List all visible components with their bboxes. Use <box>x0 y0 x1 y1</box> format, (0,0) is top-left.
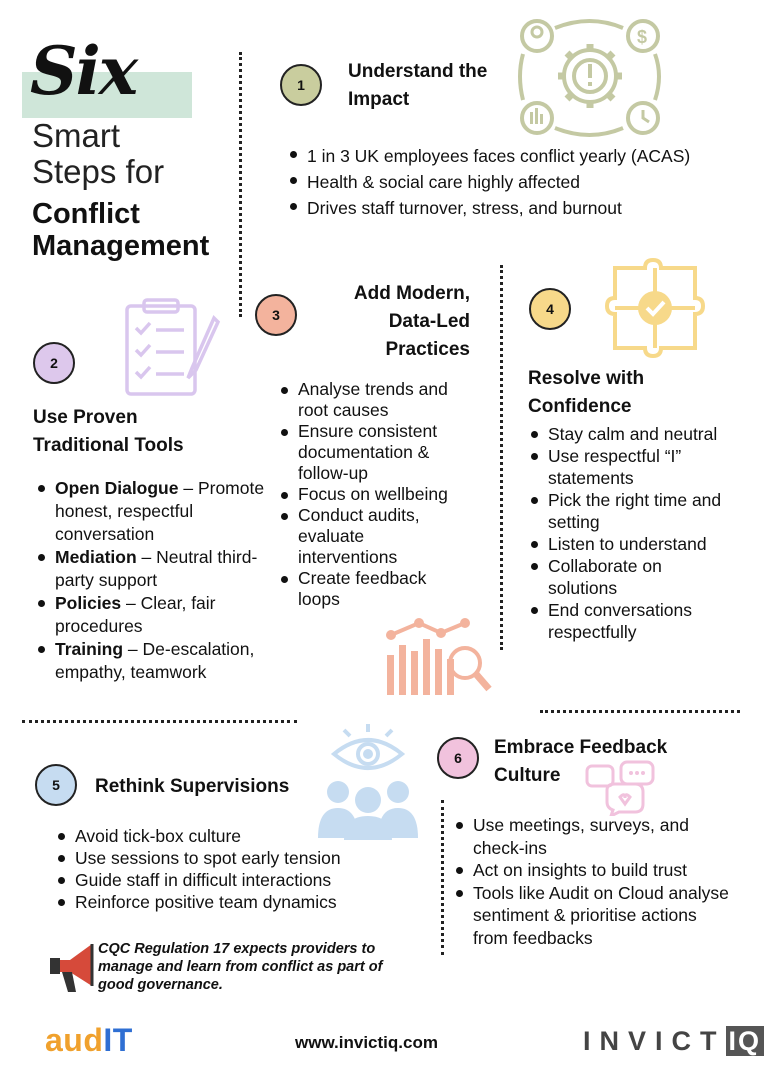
step-2-number: 2 <box>50 355 58 371</box>
list-item: Act on insights to build trust <box>453 859 733 882</box>
title-six: Six <box>30 32 137 110</box>
megaphone-icon <box>48 940 98 996</box>
brand-audit-part-b: IT <box>103 1022 133 1058</box>
step-6-number: 6 <box>454 750 462 766</box>
step-2-heading-line2: Traditional Tools <box>33 435 184 456</box>
step-1-badge <box>280 64 322 106</box>
list-item: Listen to understand <box>528 533 728 555</box>
step-4-list <box>528 423 728 643</box>
list-item: Drives staff turnover, stress, and burnout <box>287 195 697 221</box>
title-line-smart: Smart <box>32 117 121 154</box>
list-item-text: – Promote honest, respectful conversation <box>55 478 265 544</box>
list-item: Analyse trends and root causes <box>278 379 468 421</box>
step-3-list <box>278 379 468 610</box>
clipboard-checklist-icon <box>122 298 222 398</box>
step-3-badge <box>255 294 297 336</box>
step-3-heading <box>300 280 470 364</box>
step-1-number: 1 <box>297 77 305 93</box>
brand-audit-logo <box>45 1022 133 1059</box>
list-item: Use meetings, surveys, and check-ins <box>453 814 733 859</box>
list-item: Health & social care highly affected <box>287 169 697 195</box>
svg-text:$: $ <box>637 27 648 47</box>
separator-horizontal-right <box>540 710 740 713</box>
gear-cycle-icon <box>515 14 665 139</box>
step-6-badge <box>437 737 479 779</box>
step-5-number: 5 <box>52 777 60 793</box>
list-item: Tools like Audit on Cloud analyse sentiment & prioritise actions from feedbacks <box>453 882 733 950</box>
step-3-heading-line1: Add Modern, <box>353 283 470 304</box>
step-6-list <box>453 814 733 949</box>
puzzle-check-icon <box>605 258 707 360</box>
step-2-list <box>35 477 267 684</box>
step-5-heading: Rethink Supervisions <box>95 776 290 797</box>
title-line-conflict: Conflict <box>32 198 140 230</box>
list-item: Create feedback loops <box>278 568 468 610</box>
step-6-heading-line1: Embrace Feedback <box>494 737 668 758</box>
step-6-heading-line2: Culture <box>494 765 561 786</box>
step-1-heading-line1: Understand the <box>348 61 488 82</box>
list-item <box>35 638 267 684</box>
bar-chart-magnifier-icon <box>383 615 495 697</box>
separator-horizontal-left <box>22 720 297 723</box>
list-item: 1 in 3 UK employees faces conflict yearly (ACAS) <box>287 143 697 169</box>
step-2-heading <box>33 404 184 460</box>
list-item: End conversations respectfully <box>528 599 728 643</box>
list-item-term: Open Dialogue <box>55 478 179 498</box>
separator-vertical-top <box>239 52 242 317</box>
list-item-term: Mediation <box>55 547 137 567</box>
step-4-heading-line2: Confidence <box>528 396 632 417</box>
separator-vertical-right <box>500 265 503 650</box>
brand-invictiq-part-a: INVICT <box>583 1026 726 1056</box>
list-item-term: Training <box>55 639 124 659</box>
title-main <box>32 198 209 262</box>
list-item <box>35 546 267 592</box>
step-3-heading-line2: Data-Led <box>388 311 470 332</box>
list-item: Conduct audits, evaluate interventions <box>278 505 468 568</box>
list-item: Use sessions to spot early tension <box>55 847 415 869</box>
regulation-note: CQC Regulation 17 expects providers to manage and learn from conflict as part of good governance. <box>98 941 383 993</box>
website-url: www.invictiq.com <box>295 1033 438 1052</box>
step-3-heading-line3: Practices <box>385 339 470 360</box>
step-2-heading-line1: Use Proven <box>33 407 138 428</box>
list-item-text: – Clear, fair procedures <box>55 593 216 636</box>
title-line-steps-for: Steps for <box>32 153 165 190</box>
list-item-term: Policies <box>55 593 122 613</box>
list-item: Ensure consistent documentation & follow-up <box>278 421 468 484</box>
brand-audit-part-a: aud <box>45 1022 104 1058</box>
separator-vertical-bottom <box>441 800 444 955</box>
step-4-badge <box>529 288 571 330</box>
list-item: Collaborate on solutions <box>528 555 728 599</box>
eye-team-icon <box>312 722 424 840</box>
chat-bubbles-icon <box>585 760 657 816</box>
title-line-management: Management <box>32 230 210 262</box>
list-item: Use respectful “I” statements <box>528 445 728 489</box>
step-1-list <box>287 143 697 221</box>
list-item: Focus on wellbeing <box>278 484 468 505</box>
list-item <box>35 592 267 638</box>
step-3-number: 3 <box>272 307 280 323</box>
step-4-heading-line1: Resolve with <box>528 368 645 389</box>
step-2-badge <box>33 342 75 384</box>
title-subtitle <box>32 118 164 190</box>
step-4-heading <box>528 365 644 421</box>
list-item: Guide staff in difficult interactions <box>55 869 415 891</box>
brand-invictiq-logo <box>583 1026 764 1057</box>
list-item: Reinforce positive team dynamics <box>55 891 415 913</box>
list-item: Pick the right time and setting <box>528 489 728 533</box>
list-item-text: – De-escalation, empathy, teamwork <box>55 639 255 682</box>
list-item: Stay calm and neutral <box>528 423 728 445</box>
step-5-list <box>55 825 415 913</box>
list-item <box>35 477 267 546</box>
step-1-heading <box>348 58 487 114</box>
step-1-heading-line2: Impact <box>348 89 410 110</box>
brand-invictiq-part-b: IQ <box>726 1026 765 1056</box>
step-4-number: 4 <box>546 301 554 317</box>
list-item: Avoid tick-box culture <box>55 825 415 847</box>
list-item-text: – Neutral third-party support <box>55 547 258 590</box>
step-5-badge <box>35 764 77 806</box>
